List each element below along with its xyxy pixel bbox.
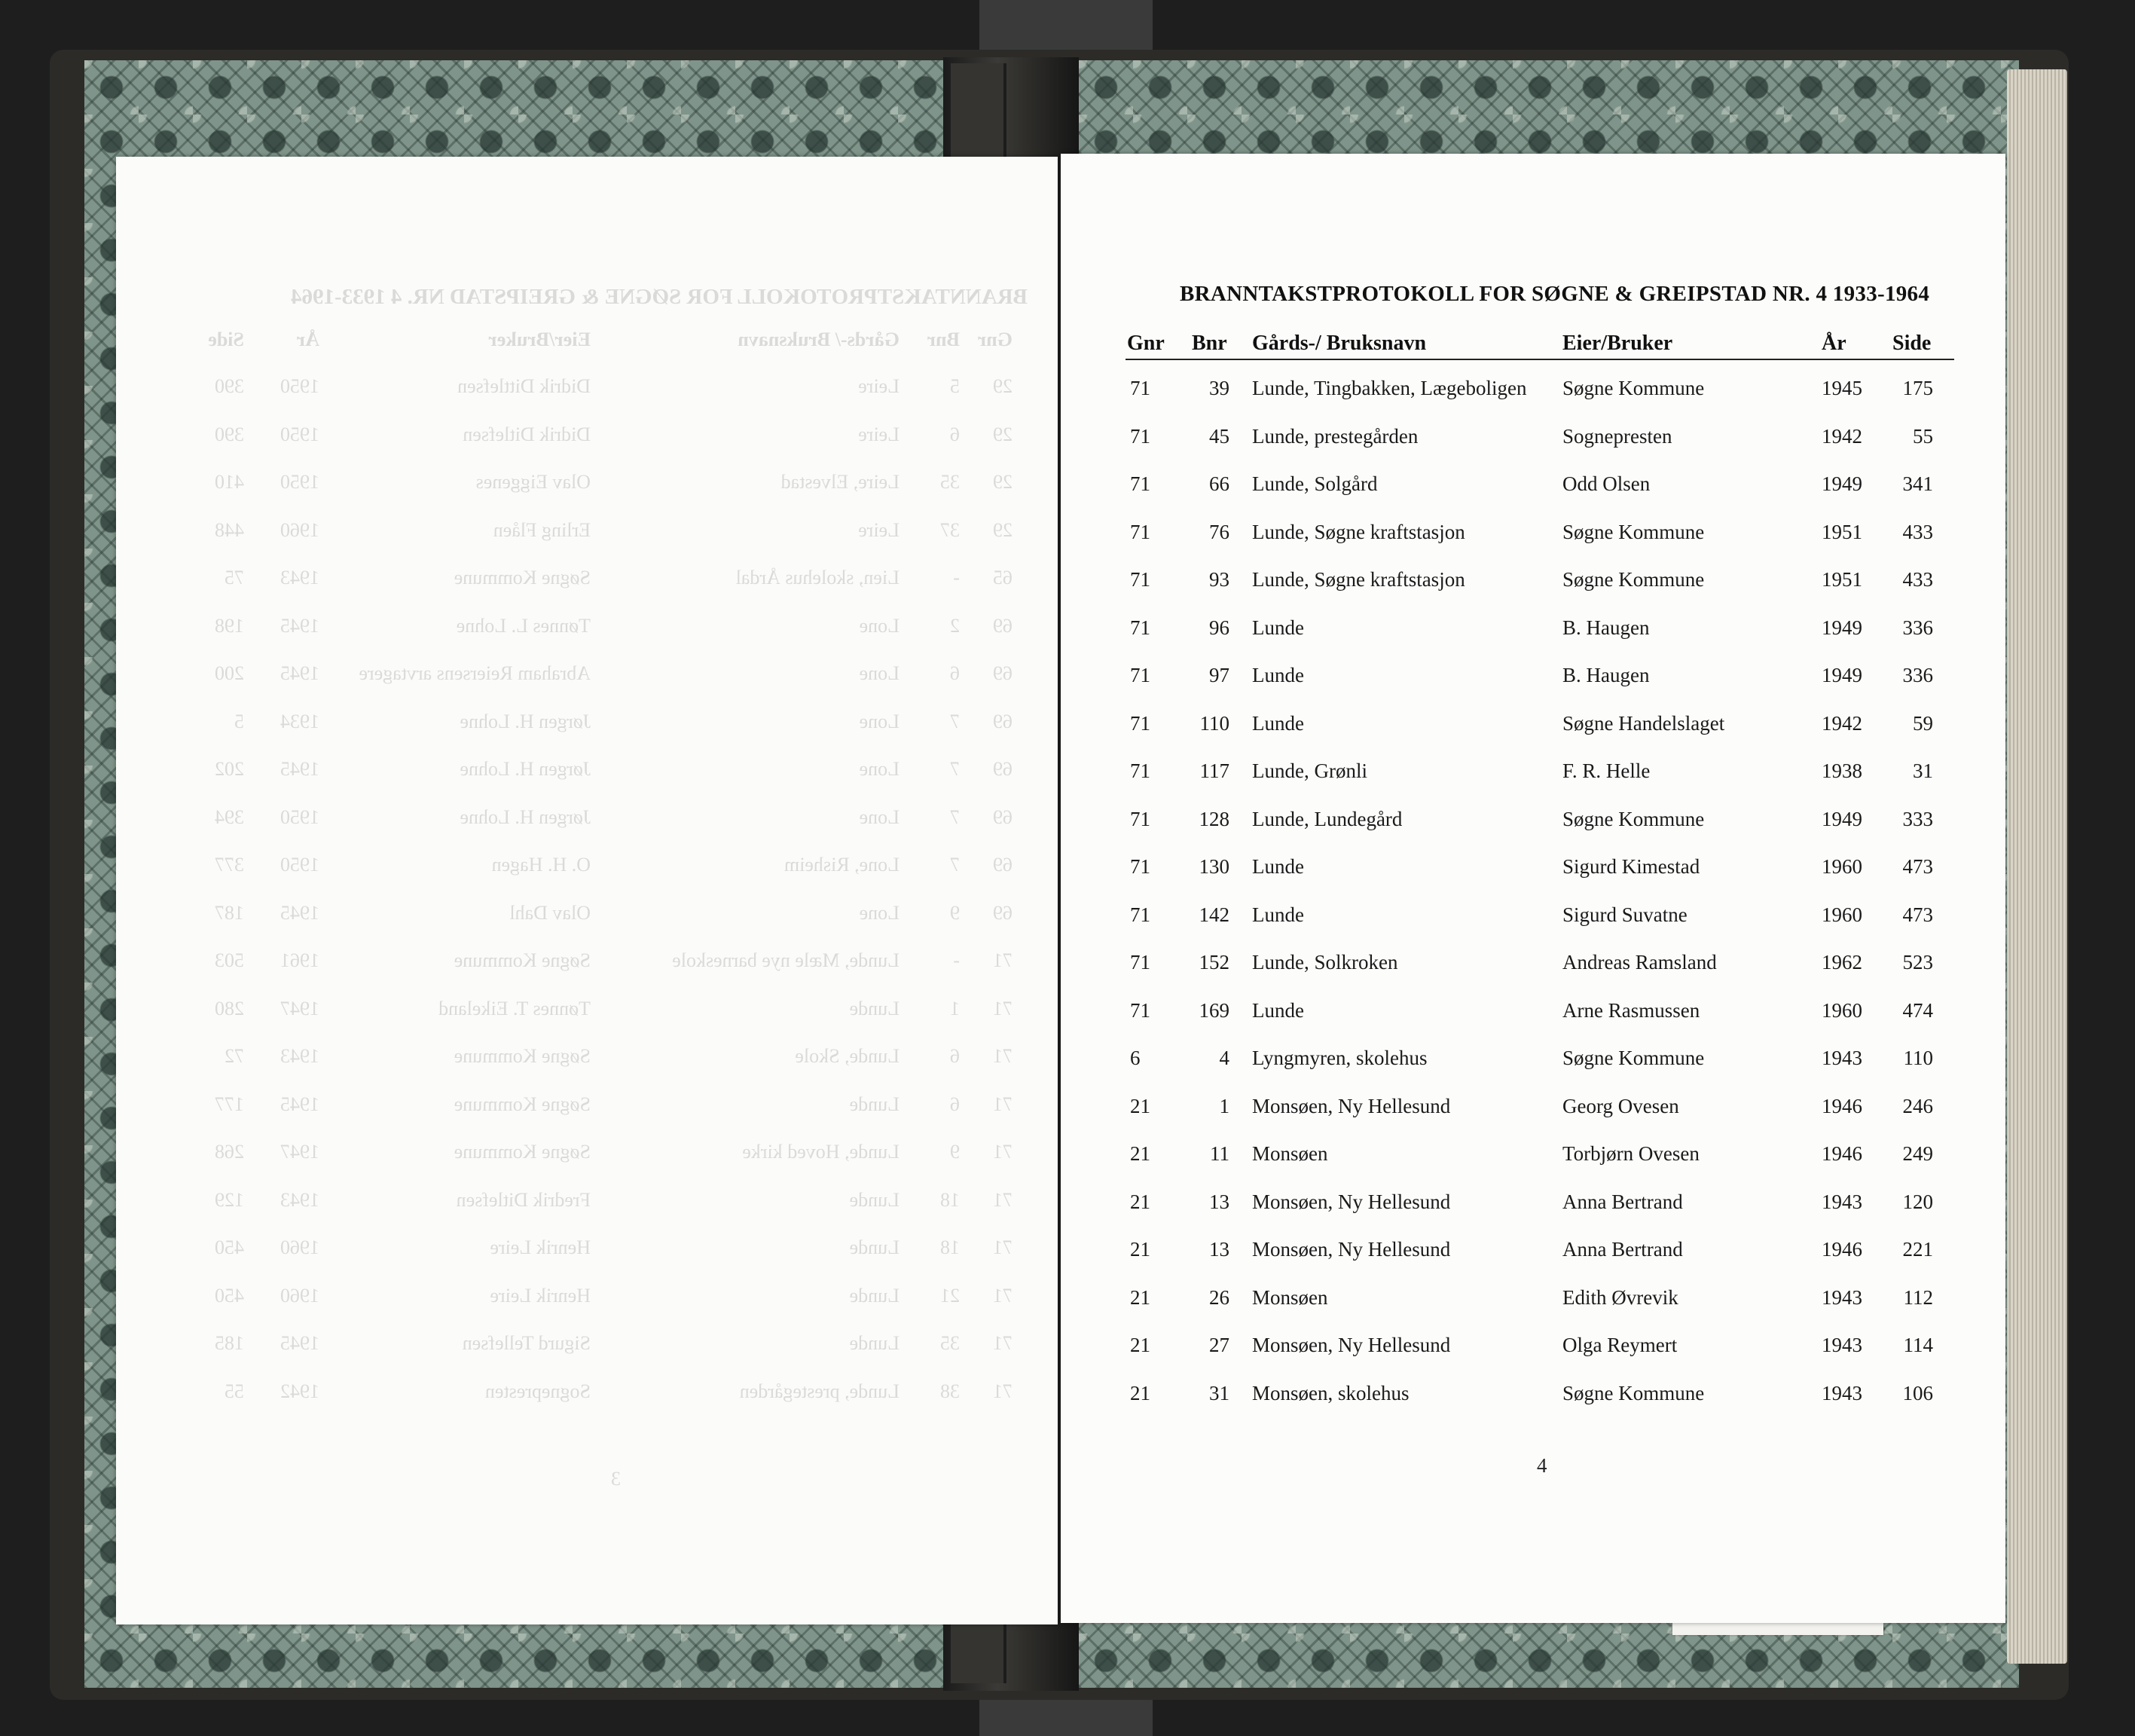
cell-page: 474	[1902, 998, 1933, 1022]
bleed-cell: 1945	[280, 614, 319, 637]
bleed-cell: Didrik Ditlefsen	[463, 423, 591, 445]
bleed-cell: Lunde, prestegården	[739, 1380, 900, 1402]
bleed-cell: Lien, skolehus Årdal	[735, 567, 900, 588]
bleed-cell: Leire	[858, 423, 900, 445]
bleed-cell: Lone	[859, 614, 900, 637]
cell-page: 110	[1903, 1047, 1933, 1069]
bleed-cell: 69	[993, 662, 1013, 684]
cell-owner: Søgne Kommune	[1562, 1381, 1705, 1404]
bleed-cell: 202	[215, 758, 244, 780]
cell-bnr: 93	[1209, 568, 1229, 591]
cell-bnr: 31	[1209, 1381, 1229, 1404]
bleed-cell: Tønnes T. Eikeland	[438, 997, 591, 1019]
bleed-cell: Lone	[859, 901, 900, 924]
cell-owner: Søgne Kommune	[1562, 568, 1705, 591]
cell-owner: Søgne Kommune	[1562, 520, 1705, 543]
cell-year: 1949	[1822, 472, 1862, 495]
cell-owner: Sigurd Suvatne	[1562, 903, 1688, 926]
bleed-cell: 1945	[280, 758, 319, 780]
bleed-cell: 29	[993, 375, 1013, 397]
cell-year: 1946	[1822, 1142, 1862, 1165]
cell-year: 1949	[1822, 664, 1862, 686]
cell-bnr: 97	[1209, 664, 1229, 686]
bleed-cell: -	[953, 567, 960, 588]
bleed-cell: Lunde, Mæle nye barneskole	[672, 949, 900, 971]
bleed-cell: Leire	[858, 518, 900, 541]
cell-bnr: 11	[1210, 1142, 1229, 1165]
cell-gnr: 71	[1130, 855, 1150, 878]
bleed-cell: Søgne Kommune	[454, 1045, 591, 1067]
cell-name: Lunde, Tingbakken, Lægeboligen	[1252, 377, 1527, 399]
cell-year: 1943	[1822, 1047, 1862, 1069]
cell-name: Lunde	[1252, 711, 1304, 735]
bleed-cell: Abraham Reiersens arvtagere	[359, 662, 591, 684]
cell-page: 59	[1913, 711, 1933, 735]
cell-name: Lunde, Solkroken	[1252, 951, 1398, 973]
cell-gnr: 71	[1130, 903, 1150, 926]
cell-year: 1943	[1822, 1285, 1862, 1309]
bleed-cell: 1950	[280, 375, 319, 397]
cell-gnr: 71	[1130, 998, 1150, 1022]
bleed-cell: 1960	[280, 1236, 319, 1258]
column-header-year: År	[1822, 332, 1846, 355]
cell-page: 523	[1902, 951, 1933, 973]
bleed-cell: 1942	[280, 1380, 319, 1402]
bleed-cell: 129	[215, 1188, 244, 1211]
cell-name: Lunde, Lundegård	[1252, 807, 1403, 830]
left-page	[116, 157, 1058, 1624]
cell-owner: Anna Bertrand	[1562, 1238, 1683, 1261]
bleed-cell: Leire, Elvestad	[780, 471, 900, 493]
bleed-cell: Lunde, Hoved kirke	[742, 1141, 900, 1163]
bleed-cell: 71	[993, 949, 1013, 971]
bleed-cell: 410	[215, 471, 244, 493]
bleed-cell: Søgne Kommune	[454, 1141, 591, 1163]
bleed-cell: 1945	[280, 1332, 319, 1354]
bleed-page-number: 3	[611, 1468, 621, 1490]
bleed-cell: 69	[993, 854, 1013, 876]
bleed-cell: 503	[215, 949, 244, 971]
cell-name: Monsøen, Ny Hellesund	[1252, 1190, 1451, 1213]
bleed-cell: 1945	[280, 901, 319, 924]
bleed-cell: 65	[993, 567, 1013, 588]
cell-gnr: 21	[1130, 1190, 1150, 1213]
cell-owner: Georg Ovesen	[1562, 1094, 1679, 1117]
bleed-cell: 1943	[280, 567, 319, 588]
bleed-cell: 29	[993, 471, 1013, 493]
bleed-cell: 1950	[280, 471, 319, 493]
cell-bnr: 26	[1209, 1285, 1229, 1309]
cell-owner: Sigurd Kimestad	[1562, 855, 1700, 878]
cell-page: 473	[1902, 903, 1933, 926]
cell-page: 246	[1902, 1094, 1933, 1117]
cell-page: 333	[1902, 807, 1933, 830]
cell-bnr: 27	[1209, 1334, 1229, 1356]
cell-bnr: 117	[1199, 760, 1229, 782]
cell-gnr: 71	[1130, 520, 1150, 543]
cell-page: 341	[1902, 472, 1933, 495]
bleed-cell: 71	[993, 1093, 1013, 1115]
cell-name: Monsøen	[1252, 1142, 1328, 1165]
cell-gnr: 71	[1130, 807, 1150, 830]
bleed-cell: 6	[950, 1045, 960, 1067]
cell-year: 1942	[1822, 424, 1862, 448]
column-header-page: Side	[1892, 332, 1932, 355]
bleed-cell: 6	[950, 662, 960, 684]
cell-page: 106	[1902, 1381, 1933, 1404]
bleed-cell: Sigurd Tellefsen	[462, 1332, 591, 1354]
cell-gnr: 71	[1130, 711, 1150, 735]
bleed-cell: -	[953, 949, 960, 971]
column-header-name: Gårds-/ Bruksnavn	[1252, 332, 1427, 355]
bleed-cell: 1945	[280, 662, 319, 684]
bleed-column-header: Bnr	[927, 329, 960, 350]
header-rule	[1126, 359, 1954, 360]
bleed-cell: Jørgen H. Lohne	[460, 710, 591, 732]
cell-gnr: 71	[1130, 568, 1150, 591]
bleed-cell: 35	[940, 471, 960, 493]
cell-gnr: 6	[1130, 1047, 1141, 1069]
cell-bnr: 66	[1209, 472, 1229, 495]
bleed-cell: 69	[993, 805, 1013, 828]
bleed-cell: 9	[950, 1141, 960, 1163]
bleed-cell: Lunde	[849, 997, 900, 1019]
cell-page: 31	[1913, 760, 1933, 782]
bleed-cell: 1950	[280, 854, 319, 876]
cell-owner: F. R. Helle	[1562, 760, 1651, 782]
bleed-cell: 75	[224, 567, 244, 588]
cell-owner: Søgne Kommune	[1562, 377, 1705, 399]
bleed-cell: 9	[950, 901, 960, 924]
bleed-cell: 1943	[280, 1188, 319, 1211]
bleed-cell: 1934	[280, 710, 319, 732]
bleed-cell: 187	[215, 901, 244, 924]
cell-page: 473	[1902, 855, 1933, 878]
cell-year: 1951	[1822, 520, 1862, 543]
cell-owner: Torbjørn Ovesen	[1562, 1142, 1700, 1165]
cell-gnr: 71	[1130, 616, 1150, 639]
cell-page: 336	[1902, 616, 1933, 639]
cell-owner: Edith Øvrevik	[1562, 1285, 1678, 1309]
bleed-cell: 1943	[280, 1045, 319, 1067]
bleed-cell: 69	[993, 710, 1013, 732]
bleed-cell: 38	[940, 1380, 960, 1402]
cell-name: Lunde	[1252, 616, 1304, 639]
bleed-cell: 29	[993, 518, 1013, 541]
bleed-cell: 6	[950, 423, 960, 445]
bleed-cell: 6	[950, 1093, 960, 1115]
bleed-cell: 37	[940, 518, 960, 541]
bleed-through-text	[116, 157, 1058, 1624]
bleed-cell: 1947	[280, 997, 319, 1019]
bleed-cell: Lunde	[849, 1284, 900, 1307]
cell-owner: Søgne Kommune	[1562, 807, 1705, 830]
bleed-cell: 71	[993, 1380, 1013, 1402]
cell-year: 1962	[1822, 951, 1862, 973]
cell-bnr: 4	[1219, 1047, 1229, 1069]
cell-year: 1949	[1822, 616, 1862, 639]
cell-year: 1949	[1822, 807, 1862, 830]
bleed-cell: 1950	[280, 423, 319, 445]
cell-year: 1942	[1822, 711, 1862, 735]
bleed-cell: Henrik Leire	[490, 1284, 591, 1307]
cell-name: Lyngmyren, skolehus	[1252, 1047, 1428, 1069]
bleed-cell: 177	[215, 1093, 244, 1115]
cell-page: 249	[1902, 1142, 1933, 1165]
bleed-cell: O. H. Hagen	[491, 854, 591, 876]
bleed-cell: Tønnes L. Lohne	[456, 614, 591, 637]
bleed-cell: Sognepresten	[484, 1380, 591, 1402]
bleed-cell: Søgne Kommune	[454, 567, 591, 588]
bleed-cell: 7	[950, 758, 960, 780]
cell-owner: Anna Bertrand	[1562, 1190, 1683, 1213]
bleed-cell: 2	[950, 614, 960, 637]
bleed-cell: 1960	[280, 518, 319, 541]
bleed-cell: 268	[215, 1141, 244, 1163]
bleed-column-header: Eier/Bruker	[488, 329, 591, 350]
cell-name: Lunde, Grønli	[1252, 760, 1367, 782]
cell-bnr: 13	[1209, 1238, 1229, 1261]
bleed-cell: Lunde	[849, 1236, 900, 1258]
bleed-cell: Didrik Dittlefsen	[457, 375, 591, 397]
cell-owner: B. Haugen	[1562, 616, 1650, 639]
cell-page: 433	[1902, 520, 1933, 543]
bleed-cell: Olav Eiggenes	[475, 471, 591, 493]
cell-page: 221	[1902, 1238, 1933, 1261]
bleed-cell: 21	[940, 1284, 960, 1307]
cell-year: 1960	[1822, 998, 1862, 1022]
cell-name: Monsøen, Ny Hellesund	[1252, 1238, 1451, 1261]
cell-gnr: 71	[1130, 472, 1150, 495]
cell-page: 175	[1902, 377, 1933, 399]
bleed-cell: 71	[993, 1141, 1013, 1163]
cell-name: Monsøen, Ny Hellesund	[1252, 1094, 1451, 1117]
cell-page: 112	[1903, 1285, 1933, 1309]
bleed-cell: Erling Flåen	[493, 518, 591, 541]
cell-gnr: 21	[1130, 1094, 1150, 1117]
bleed-cell: 7	[950, 805, 960, 828]
bleed-title: BRANNTAKSTPROTOKOLL FOR SØGNE & GREIPSTAD NR. 4 1933-1964	[290, 285, 1028, 309]
cell-bnr: 110	[1199, 711, 1229, 735]
cell-gnr: 71	[1130, 424, 1150, 448]
cell-owner: Søgne Kommune	[1562, 1047, 1705, 1069]
cell-year: 1943	[1822, 1190, 1862, 1213]
cell-bnr: 152	[1199, 951, 1229, 973]
cell-bnr: 169	[1199, 998, 1229, 1022]
column-header-owner: Eier/Bruker	[1562, 332, 1673, 355]
cell-year: 1943	[1822, 1381, 1862, 1404]
bleed-cell: 5	[234, 710, 244, 732]
bleed-cell: 71	[993, 1284, 1013, 1307]
bleed-cell: 390	[215, 375, 244, 397]
bleed-cell: 7	[950, 710, 960, 732]
cell-gnr: 71	[1130, 951, 1150, 973]
bleed-cell: 35	[940, 1332, 960, 1354]
cell-bnr: 96	[1209, 616, 1229, 639]
bleed-cell: Lone	[859, 710, 900, 732]
cell-gnr: 21	[1130, 1238, 1150, 1261]
bleed-cell: 1961	[280, 949, 319, 971]
bleed-cell: 71	[993, 1236, 1013, 1258]
document-title: BRANNTAKSTPROTOKOLL FOR SØGNE & GREIPSTAD NR. 4 1933-1964	[1180, 282, 1930, 306]
cell-year: 1945	[1822, 377, 1862, 399]
bleed-cell: 198	[215, 614, 244, 637]
bleed-cell: 185	[215, 1332, 244, 1354]
cell-owner: Andreas Ramsland	[1562, 951, 1717, 973]
cell-name: Lunde, Søgne kraftstasjon	[1252, 520, 1465, 543]
bleed-cell: Lunde	[849, 1188, 900, 1211]
bleed-cell: 1	[950, 997, 960, 1019]
bleed-cell: Lunde	[849, 1332, 900, 1354]
cell-name: Lunde	[1252, 664, 1304, 686]
cell-page: 55	[1913, 424, 1933, 448]
bleed-cell: 450	[215, 1284, 244, 1307]
bleed-cell: 18	[940, 1236, 960, 1258]
bleed-cell: 29	[993, 423, 1013, 445]
cell-name: Lunde, Søgne kraftstasjon	[1252, 568, 1465, 591]
cell-page: 120	[1902, 1190, 1933, 1213]
bleed-cell: Lone	[859, 662, 900, 684]
bleed-cell: 71	[993, 1045, 1013, 1067]
bleed-cell: 7	[950, 854, 960, 876]
cell-owner: Arne Rasmussen	[1562, 998, 1700, 1022]
cell-year: 1938	[1822, 760, 1862, 782]
bleed-column-header: Gårds-/ Bruksnavn	[738, 329, 900, 350]
bleed-cell: Jørgen H. Lohne	[460, 805, 591, 828]
cell-bnr: 128	[1199, 807, 1229, 830]
cell-name: Monsøen	[1252, 1285, 1328, 1309]
cell-gnr: 71	[1130, 760, 1150, 782]
cell-page: 114	[1903, 1334, 1933, 1356]
cell-name: Lunde, Solgård	[1252, 472, 1378, 495]
cell-name: Monsøen, skolehus	[1252, 1381, 1410, 1404]
bleed-cell: Lone, Risheim	[783, 854, 900, 876]
bleed-column-header: År	[296, 329, 319, 350]
bleed-cell: 394	[215, 805, 244, 828]
bleed-cell: 71	[993, 1332, 1013, 1354]
bleed-cell: 1960	[280, 1284, 319, 1307]
bleed-cell: 1947	[280, 1141, 319, 1163]
bleed-cell: 280	[215, 997, 244, 1019]
cell-owner: Sognepresten	[1562, 424, 1672, 448]
bleed-cell: Jørgen H. Lohne	[460, 758, 591, 780]
cell-year: 1946	[1822, 1238, 1862, 1261]
bleed-cell: Søgne Kommune	[454, 1093, 591, 1115]
cell-name: Lunde	[1252, 855, 1304, 878]
cell-name: Lunde	[1252, 998, 1304, 1022]
bleed-cell: 72	[224, 1045, 244, 1067]
cell-owner: B. Haugen	[1562, 664, 1650, 686]
page-number: 4	[1537, 1454, 1547, 1477]
cell-bnr: 130	[1199, 855, 1229, 878]
bleed-cell: 69	[993, 614, 1013, 637]
cell-page: 433	[1902, 568, 1933, 591]
bleed-cell: Lone	[859, 758, 900, 780]
bleed-column-header: Gnr	[977, 329, 1013, 350]
cell-year: 1943	[1822, 1334, 1862, 1356]
cell-name: Lunde	[1252, 903, 1304, 926]
cell-gnr: 21	[1130, 1142, 1150, 1165]
bleed-cell: 69	[993, 901, 1013, 924]
cell-owner: Odd Olsen	[1562, 472, 1651, 495]
cell-year: 1960	[1822, 855, 1862, 878]
cell-year: 1951	[1822, 568, 1862, 591]
cell-bnr: 1	[1219, 1094, 1229, 1117]
bleed-cell: Søgne Kommune	[454, 949, 591, 971]
bleed-cell: 69	[993, 758, 1013, 780]
bleed-cell: Lone	[859, 805, 900, 828]
cell-gnr: 21	[1130, 1334, 1150, 1356]
bleed-cell: 450	[215, 1236, 244, 1258]
cell-year: 1946	[1822, 1094, 1862, 1117]
cell-owner: Søgne Handelslaget	[1562, 711, 1725, 735]
bleed-cell: Leire	[858, 375, 900, 397]
cell-bnr: 39	[1209, 377, 1229, 399]
bleed-cell: Olav Dahl	[509, 901, 591, 924]
bleed-cell: 377	[215, 854, 244, 876]
column-header-bnr: Bnr	[1192, 332, 1227, 355]
page-edges	[2007, 69, 2067, 1664]
bleed-cell: Lunde	[849, 1093, 900, 1115]
cell-bnr: 76	[1209, 520, 1229, 543]
column-header-gnr: Gnr	[1127, 332, 1165, 355]
bleed-cell: Lunde, Skole	[795, 1045, 900, 1067]
bleed-cell: Fredrik Ditlefsen	[456, 1188, 591, 1211]
bleed-cell: 71	[993, 997, 1013, 1019]
bleed-cell: 448	[215, 518, 244, 541]
cell-gnr: 21	[1130, 1285, 1150, 1309]
cell-page: 336	[1902, 664, 1933, 686]
cell-bnr: 142	[1199, 903, 1229, 926]
bleed-cell: 1945	[280, 1093, 319, 1115]
cell-gnr: 71	[1130, 377, 1150, 399]
cell-gnr: 21	[1130, 1381, 1150, 1404]
bleed-column-header: Side	[208, 329, 244, 350]
bleed-cell: 200	[215, 662, 244, 684]
bleed-cell: 1950	[280, 805, 319, 828]
cell-gnr: 71	[1130, 664, 1150, 686]
cell-bnr: 45	[1209, 424, 1229, 448]
cell-name: Monsøen, Ny Hellesund	[1252, 1334, 1451, 1356]
bleed-cell: 55	[224, 1380, 244, 1402]
bleed-cell: Henrik Leire	[490, 1236, 591, 1258]
bleed-cell: 390	[215, 423, 244, 445]
bleed-cell: 18	[940, 1188, 960, 1211]
cell-owner: Olga Reymert	[1562, 1334, 1678, 1356]
cell-name: Lunde, prestegården	[1252, 424, 1419, 448]
cell-year: 1960	[1822, 903, 1862, 926]
bleed-cell: 71	[993, 1188, 1013, 1211]
cell-bnr: 13	[1209, 1190, 1229, 1213]
bleed-cell: 5	[950, 375, 960, 397]
